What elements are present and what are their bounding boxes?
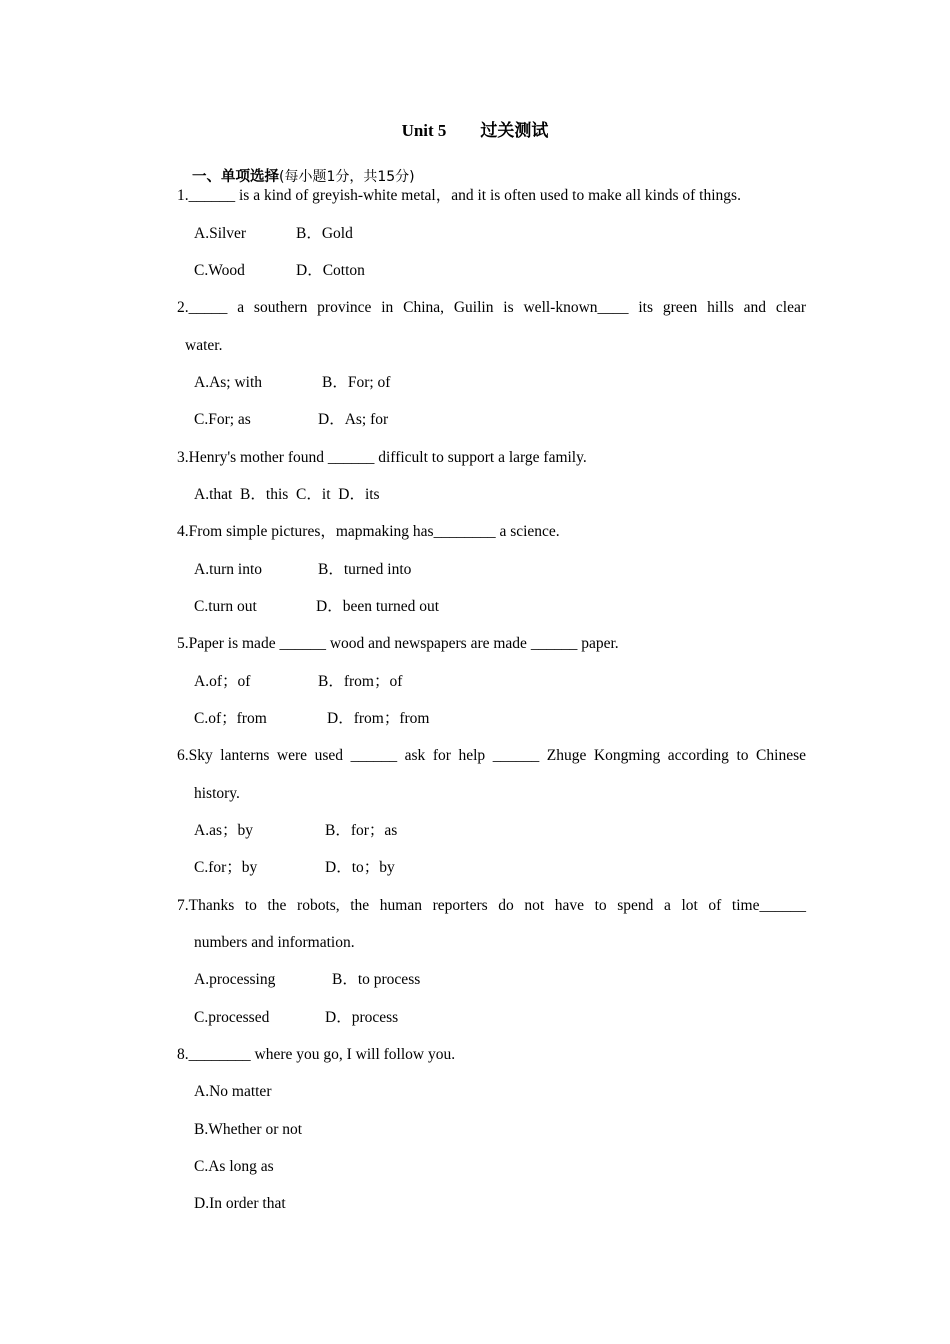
page-title: Unit 5 过关测试 — [401, 121, 549, 140]
question-5-option-b: B．from；of — [318, 673, 403, 690]
question-7-option-c: C.processed — [194, 1009, 270, 1026]
section-heading-note: (每小题1分，共15分) — [279, 169, 415, 185]
question-4-stem: 4.From simple pictures，mapmaking has________ a science. — [177, 523, 560, 540]
question-5-stem: 5.Paper is made ______ wood and newspapers are made ______ paper. — [177, 635, 619, 652]
question-8-option-c: C.As long as — [194, 1158, 274, 1175]
question-2-option-c: C.For; as — [194, 411, 251, 428]
question-6-stem: 6.Sky lanterns were used ______ ask for help ______ Zhuge Kongming according to Chinese — [177, 747, 806, 764]
question-6-option-d: D．to；by — [325, 859, 395, 876]
question-2-stem: 2._____ a southern province in China, Guilin is well-known____ its green hills and clear — [177, 299, 806, 316]
question-7-stem: 7.Thanks to the robots, the human reporters do not have to spend a lot of time______ — [177, 897, 806, 914]
question-1-option-b: B．Gold — [296, 225, 353, 242]
question-4-option-a: A.turn into — [194, 561, 263, 578]
question-4-option-b: B．turned into — [318, 561, 412, 578]
question-7-option-a: A.processing — [194, 971, 276, 988]
question-6-option-c: C.for；by — [194, 859, 258, 876]
question-1-option-d: D．Cotton — [296, 262, 365, 279]
question-2-stem-continued: water. — [185, 337, 223, 354]
question-8-option-b: B.Whether or not — [194, 1121, 303, 1138]
question-7-stem-continued: numbers and information. — [194, 934, 355, 951]
question-8-option-d: D.In order that — [194, 1195, 286, 1212]
question-5-option-d: D．from；from — [327, 710, 430, 727]
question-6-stem-continued: history. — [194, 785, 240, 802]
question-1-option-a: A.Silver — [194, 225, 247, 242]
question-7-option-d: D．process — [325, 1009, 399, 1026]
question-1-option-c: C.Wood — [194, 262, 245, 279]
question-6-option-b: B．for；as — [325, 822, 398, 839]
question-4-option-c: C.turn out — [194, 598, 257, 615]
question-5-option-a: A.of；of — [194, 673, 251, 690]
question-4-option-d: D．been turned out — [316, 598, 440, 615]
question-3-options: A.that B．this C．it D．its — [194, 486, 380, 503]
question-5-option-c: C.of；from — [194, 710, 267, 727]
question-3-stem: 3.Henry's mother found ______ difficult to support a large family. — [177, 449, 587, 466]
question-2-option-d: D．As; for — [318, 411, 389, 428]
section-heading-label: 一、单项选择 — [192, 169, 279, 185]
question-8-stem: 8.________ where you go, I will follow you. — [177, 1046, 456, 1063]
question-8-option-a: A.No matter — [194, 1083, 272, 1100]
question-6-option-a: A.as；by — [194, 822, 253, 839]
question-1-stem: 1.______ is a kind of greyish-white metal，and it is often used to make all kinds of things. — [177, 187, 741, 204]
question-7-option-b: B．to process — [332, 971, 421, 988]
question-2-option-b: B．For; of — [322, 374, 391, 391]
question-2-option-a: A.As; with — [194, 374, 263, 391]
